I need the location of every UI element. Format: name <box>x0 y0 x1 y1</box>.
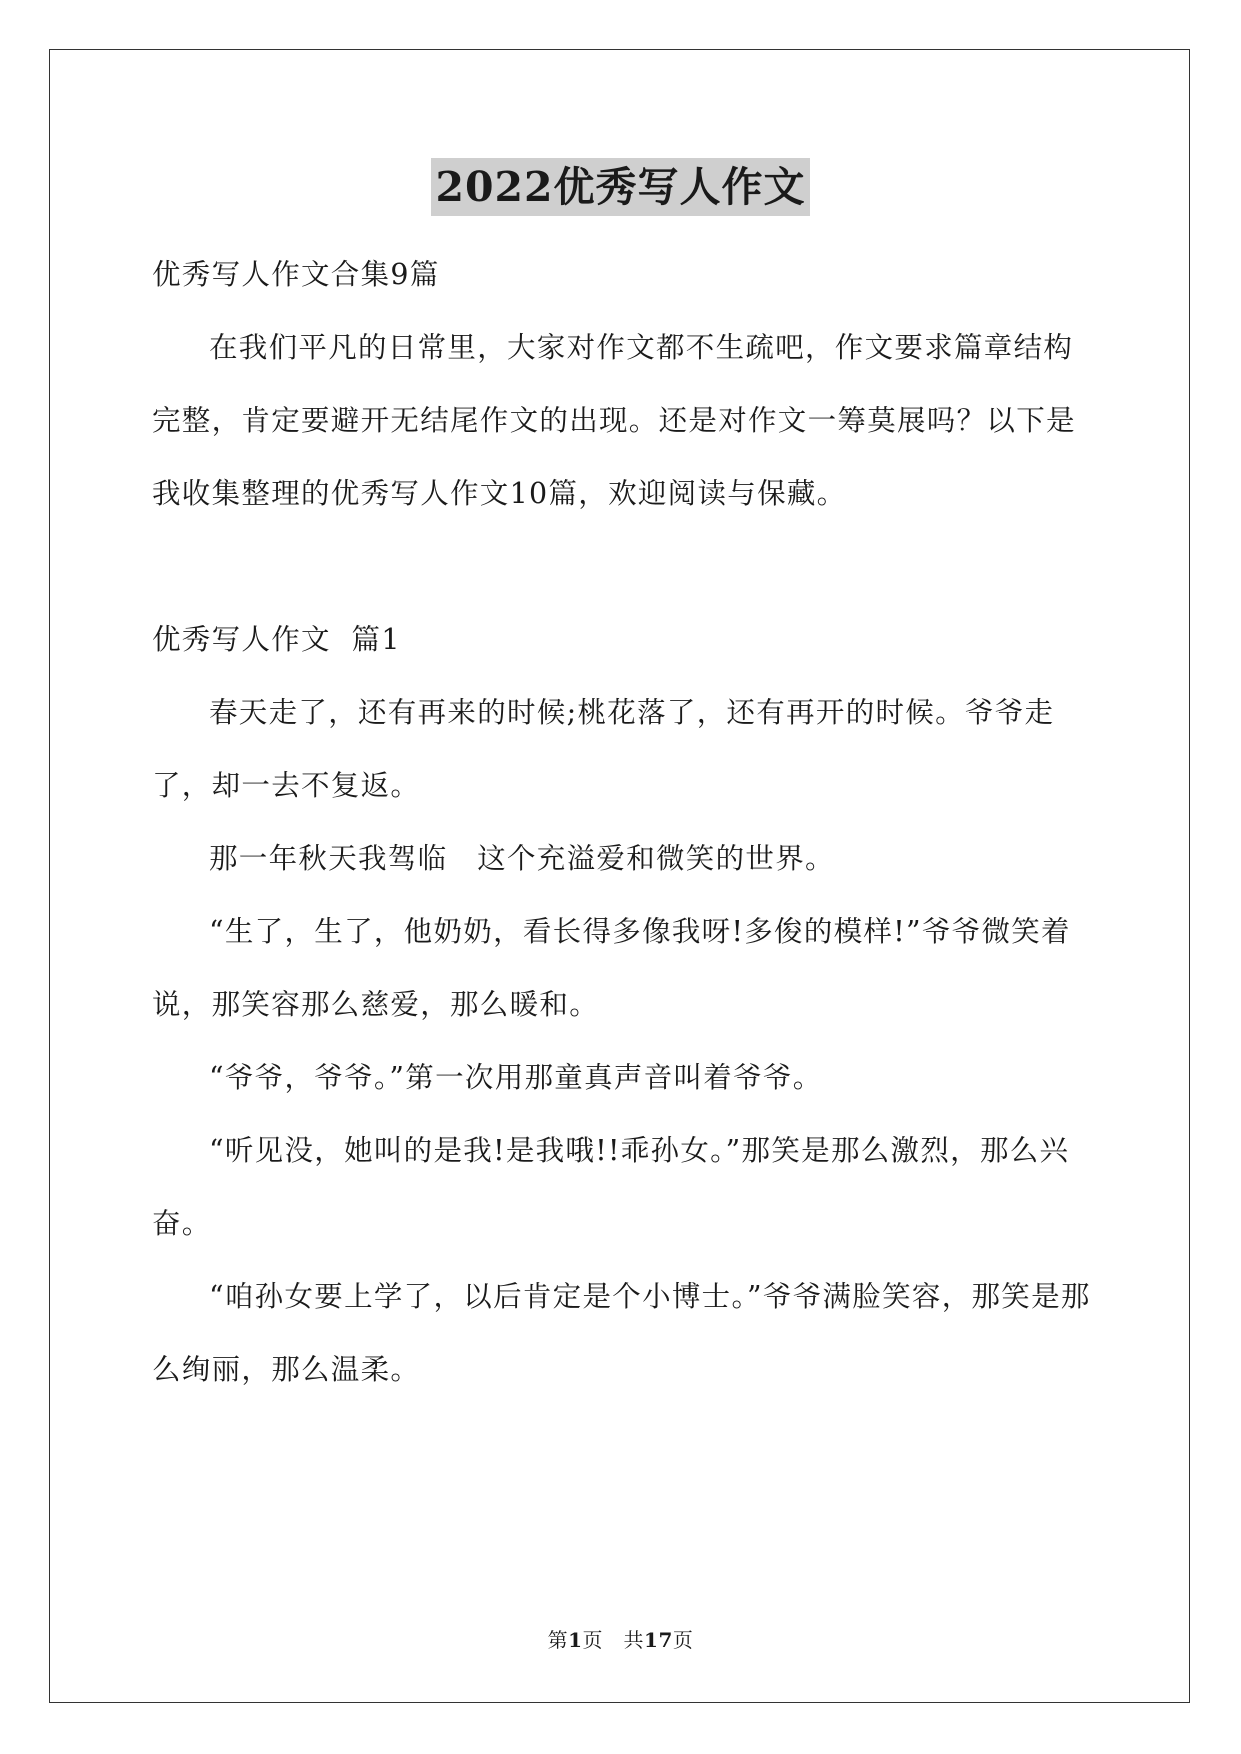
section-heading: 优秀写人作文 篇1 <box>152 623 401 656</box>
document-title <box>0 158 1241 216</box>
body-paragraph: 那一年秋天我驾临 这个充溢爱和微笑的世界。 <box>209 842 835 875</box>
page-suffix: 页 共 <box>582 1628 645 1652</box>
body-paragraph: “咱孙女要上学了，以后肯定是个小博士。”爷爷满脸笑容，那笑是那么绚丽，那么温柔。 <box>152 1280 1091 1386</box>
body-paragraph: “听见没，她叫的是我!是我哦!!乖孙女。”那笑是那么激烈，那么兴奋。 <box>152 1134 1070 1240</box>
document-subtitle: 优秀写人作文合集9篇 <box>152 258 440 291</box>
page-prefix: 第 <box>547 1628 569 1652</box>
body-paragraph: “生了，生了，他奶奶，看长得多像我呀!多俊的模样!”爷爷微笑着说，那笑容那么慈爱，那么暖和。 <box>152 915 1071 1021</box>
total-pages: 17 <box>644 1628 673 1652</box>
total-suffix: 页 <box>672 1628 694 1652</box>
body-paragraph: “爷爷，爷爷。”第一次用那童真声音叫着爷爷。 <box>209 1061 823 1094</box>
document-body <box>152 238 1094 1406</box>
body-paragraph: 春天走了，还有再来的时候;桃花落了，还有再开的时候。爷爷走了，却一去不复返。 <box>152 696 1055 802</box>
page-number: 1 <box>568 1628 583 1652</box>
page-footer <box>0 1624 1241 1653</box>
intro-paragraph: 在我们平凡的日常里，大家对作文都不生疏吧，作文要求篇章结构完整，肯定要避开无结尾作文的出现。还是对作文一筹莫展吗？以下是我收集整理的优秀写人作文10篇，欢迎阅读与保藏。 <box>152 331 1076 510</box>
document-title-text: 2022优秀写人作文 <box>431 158 809 216</box>
